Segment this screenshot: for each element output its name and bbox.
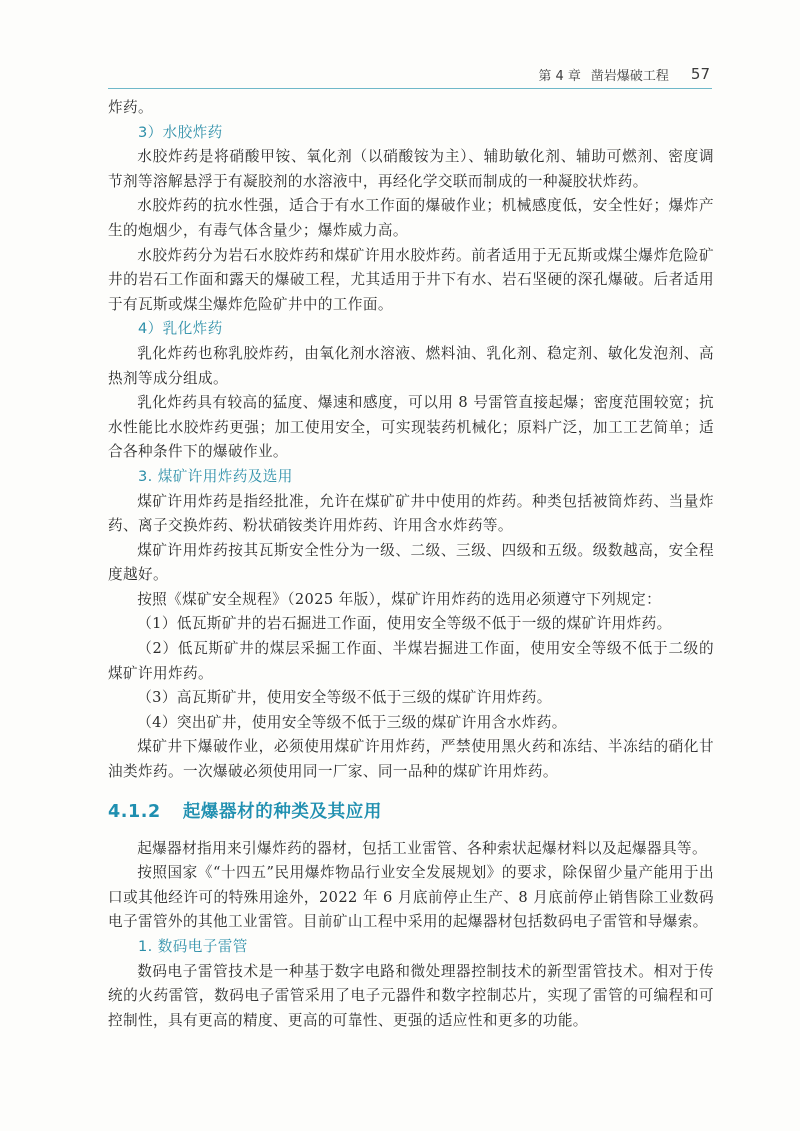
paragraph: （2）低瓦斯矿井的煤层采掘工作面、半煤岩掘进工作面，使用安全等级不低于二级的煤矿许用炸药。 (108, 640, 714, 682)
paragraph: 水胶炸药分为岩石水胶炸药和煤矿许用水胶炸药。前者适用于无瓦斯或煤尘爆炸危险矿井的岩石工作面和露天的爆破工程，尤其适用于井下有水、岩石坚硬的深孔爆破。后者适用于有瓦斯或煤尘爆炸危险矿井中的工作面。 (108, 246, 714, 313)
paragraph: 煤矿许用炸药按其瓦斯安全性分为一级、二级、三级、四级和五级。级数越高，安全程度越好。 (108, 541, 714, 584)
paragraph: 乳化炸药也称乳胶炸药，由氧化剂水溶液、燃料油、乳化剂、稳定剂、敏化发泡剂、高热剂等成分组成。 (108, 344, 714, 387)
section-heading (108, 800, 714, 824)
paragraph: 数码电子雷管技术是一种基于数字电路和微处理器控制技术的新型雷管技术。相对于传统的火药雷管，数码电子雷管采用了电子元器件和数字控制芯片，实现了雷管的可编程和可控制性，具有更高的精度、更高的可靠性、更强的适应性和更多的功能。 (108, 962, 714, 1029)
paragraph: 水胶炸药是将硝酸甲铵、氧化剂（以硝酸铵为主）、辅助敏化剂、辅助可燃剂、密度调节剂等溶解悬浮于有凝胶剂的水溶液中，再经化学交联而制成的一种凝胶状炸药。 (108, 148, 714, 190)
section-number: 4.1.2 (108, 801, 161, 822)
item-heading: 3）水胶炸药 (138, 123, 223, 141)
page-number: 57 (690, 65, 710, 83)
subsection-heading: 3. 煤矿许用炸药及选用 (138, 467, 293, 485)
paragraph: （3）高瓦斯矿井，使用安全等级不低于三级的煤矿许用炸药。 (137, 689, 552, 707)
paragraph: 水胶炸药的抗水性强，适合于有水工作面的爆破作业；机械感度低，安全性好；爆炸产生的炮烟少，有毒气体含量少；爆炸威力高。 (108, 197, 714, 239)
paragraph: 煤矿许用炸药是指经批准，允许在煤矿矿井中使用的炸药。种类包括被筒炸药、当量炸药、离子交换炸药、粉状硝铵类许用炸药、许用含水炸药等。 (108, 492, 714, 535)
chapter-title: 凿岩爆破工程 (590, 68, 669, 84)
paragraph: 炸药。 (108, 99, 153, 116)
paragraph: 煤矿井下爆破作业，必须使用煤矿许用炸药，严禁使用黑火药和冻结、半冻结的硝化甘油类炸药。一次爆破必须使用同一厂家、同一品种的煤矿许用炸药。 (108, 738, 714, 781)
section-title: 起爆器材的种类及其应用 (182, 801, 382, 822)
page-body (108, 96, 714, 1033)
item-heading: 4）乳化炸药 (138, 320, 223, 338)
paragraph: 乳化炸药具有较高的猛度、爆速和感度，可以用 8 号雷管直接起爆；密度范围较宽；抗水性能比水胶炸药更强；加工使用安全，可实现装药机械化；原料广泛，加工工艺简单；适合各种条件下的爆破作业。 (108, 394, 714, 461)
paragraph: （1）低瓦斯矿井的岩石掘进工作面，使用安全等级不低于一级的煤矿许用炸药。 (137, 615, 672, 633)
header-rule (108, 88, 712, 89)
subsection-heading: 1. 数码电子雷管 (138, 938, 248, 955)
paragraph: 起爆器材指用来引爆炸药的器材，包括工业雷管、各种索状起爆材料以及起爆器具等。 (137, 839, 707, 857)
paragraph: 按照国家《“十四五”民用爆炸物品行业安全发展规划》的要求，除保留少量产能用于出口或其他经许可的特殊用途外，2022 年 6 月底前停止生产、8 月底前停止销售除工业数码电子雷管外的其他工业雷管。目前矿山工程中采用的起爆器材包括数码电子雷管和导爆索。 (108, 864, 714, 931)
paragraph: （4）突出矿井，使用安全等级不低于三级的煤矿许用含水炸药。 (137, 713, 567, 731)
chapter-label: 第 4 章 (538, 68, 581, 84)
paragraph: 按照《煤矿安全规程》（2025 年版），煤矿许用炸药的选用必须遵守下列规定： (137, 590, 662, 608)
running-header (108, 62, 710, 86)
